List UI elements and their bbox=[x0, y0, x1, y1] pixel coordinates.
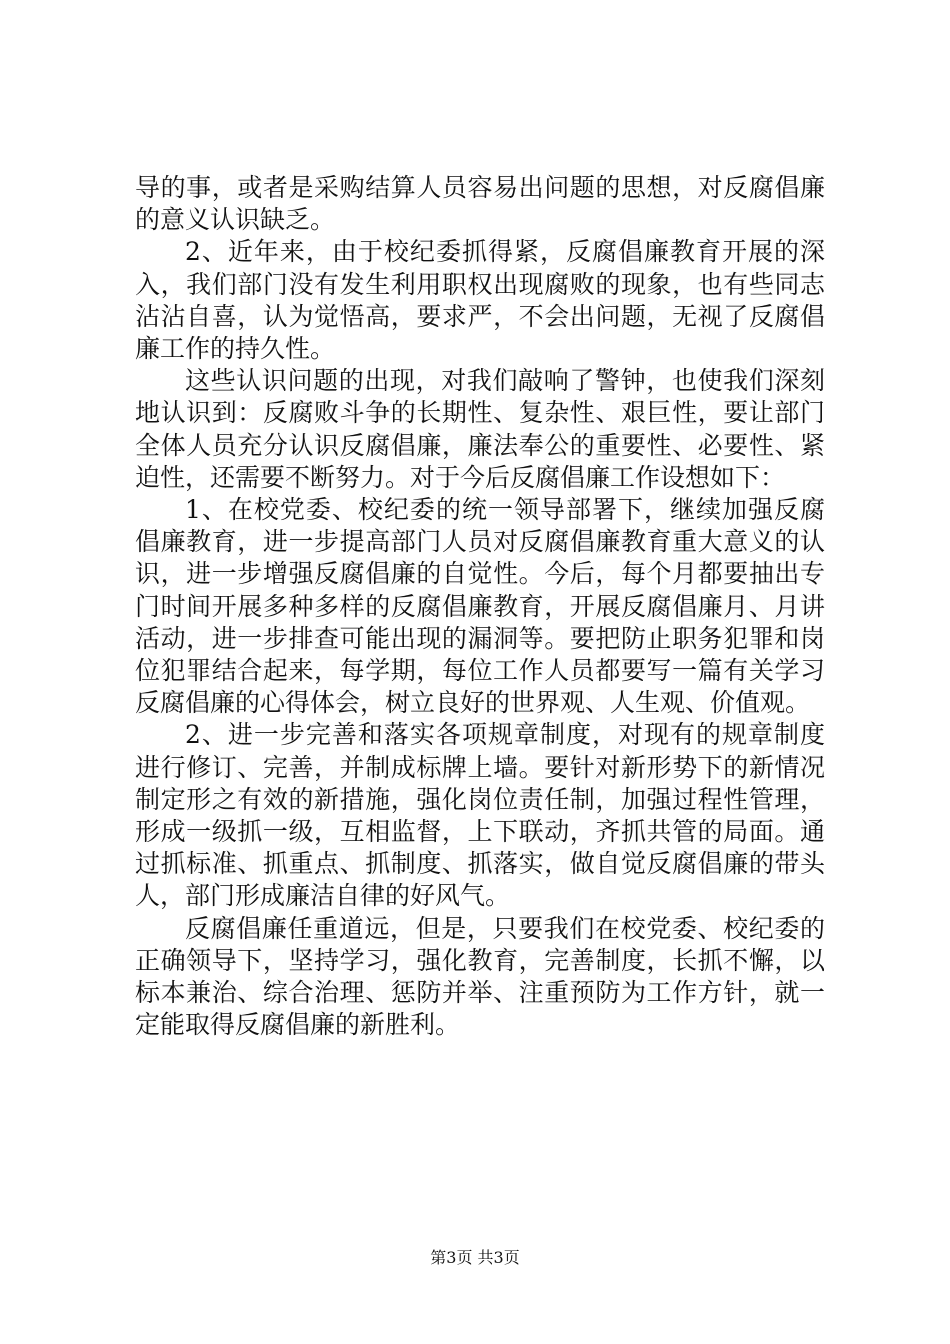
page-number-footer: 第3页 共3页 bbox=[430, 1248, 520, 1267]
paragraph-5: 2、进一步完善和落实各项规章制度，对现有的规章制度进行修订、完善，并制成标牌上墙。要针对新形势下的新情况制定形之有效的新措施，强化岗位责任制，加强过程性管理，形成一级抓一级，互相监督，上下联动，齐抓共管的局面。通过抓标准、抓重点、抓制度、抓落实，做自觉反腐倡廉的带头人，部门形成廉洁自律的好风气。 bbox=[135, 720, 825, 911]
paragraph-4: 1、在校党委、校纪委的统一领导部署下，继续加强反腐倡廉教育，进一步提高部门人员对反腐倡廉教育重大意义的认识，进一步增强反腐倡廉的自觉性。今后，每个月都要抽出专门时间开展多种多样的反腐倡廉教育，开展反腐倡廉月、月讲活动，进一步排查可能出现的漏洞等。要把防止职务犯罪和岗位犯罪结合起来，每学期，每位工作人员都要写一篇有关学习反腐倡廉的心得体会，树立良好的世界观、人生观、价值观。 bbox=[135, 495, 825, 718]
paragraph-3: 这些认识问题的出现，对我们敲响了警钟，也使我们深刻地认识到：反腐败斗争的长期性、复杂性、艰巨性，要让部门全体人员充分认识反腐倡廉，廉法奉公的重要性、必要性、紧迫性，还需要不断努力。对于今后反腐倡廉工作设想如下： bbox=[135, 366, 825, 492]
paragraph-6: 反腐倡廉任重道远，但是，只要我们在校党委、校纪委的正确领导下，坚持学习，强化教育，完善制度，长抓不懈，以标本兼治、综合治理、惩防并举、注重预防为工作方针，就一定能取得反腐倡廉的新胜利。 bbox=[135, 913, 825, 1040]
document-body bbox=[135, 172, 825, 1041]
paragraph-2: 2、近年来，由于校纪委抓得紧，反腐倡廉教育开展的深入，我们部门没有发生利用职权出现腐败的现象，也有些同志沾沾自喜，认为觉悟高，要求严，不会出问题，无视了反腐倡廉工作的持久性。 bbox=[135, 237, 825, 364]
paragraph-1: 导的事，或者是采购结算人员容易出问题的思想，对反腐倡廉的意义认识缺乏。 bbox=[135, 173, 825, 235]
